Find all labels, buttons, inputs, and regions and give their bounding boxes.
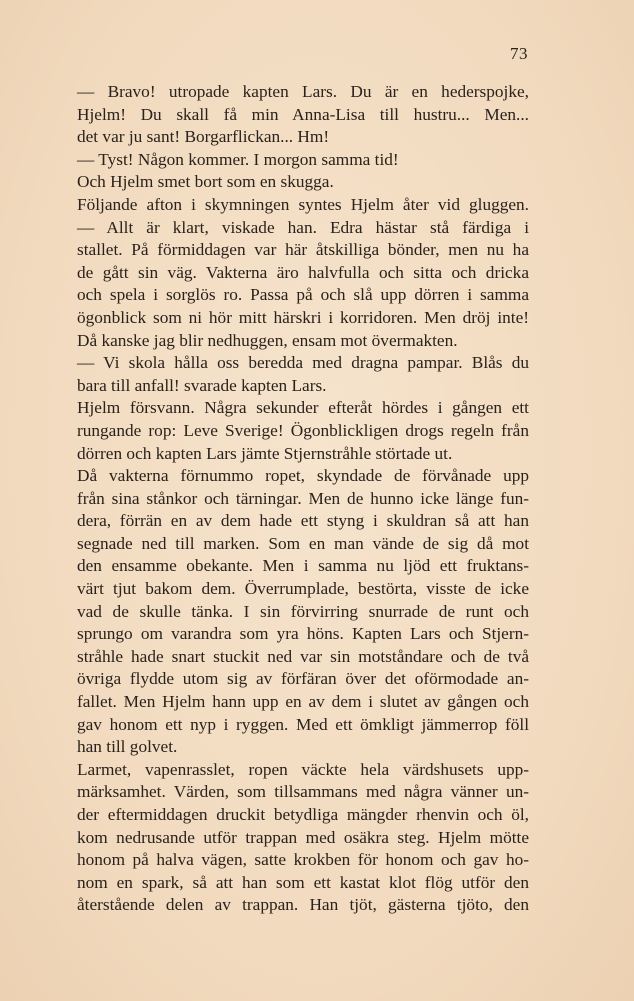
text-line: rungande rop: Leve Sverige! Ögonblickligen drogs regeln från (77, 420, 529, 440)
text-line: — Tyst! Någon kommer. I morgon samma tid! (77, 149, 399, 169)
text-line: bara till anfall! svarade kapten Lars. (77, 375, 327, 395)
text-line: nom en spark, så att han som ett kastat klot flög utför den (77, 872, 529, 892)
text-line: Larmet, vapenrasslet, ropen väckte hela värdshusets upp- (77, 759, 529, 779)
text-line: dörren och kapten Lars jämte Stjernstråhle störtade ut. (77, 443, 453, 463)
text-line: — Allt är klart, viskade han. Edra hästar stå färdiga i (77, 217, 529, 237)
text-line: och spela i sorglös ro. Passa på och slå upp dörren i samma (77, 285, 529, 305)
text-line: honom på halva vägen, satte krokben för honom och gav ho- (77, 850, 529, 870)
text-line: der eftermiddagen druckit betydliga mängder rhenvin och öl, (77, 805, 529, 824)
page-number: 73 (510, 44, 528, 63)
text-line: Då kanske jag blir nedhuggen, ensam mot övermakten. (77, 330, 458, 350)
text-line: han till golvet. (77, 737, 178, 757)
text-line: Då vakterna förnummo ropet, skyndade de förvånade upp (77, 466, 529, 486)
text-line: Följande afton i skymningen syntes Hjelm åter vid gluggen. (77, 194, 529, 214)
text-line: märksamhet. Värden, som tillsammans med några vänner un- (77, 782, 529, 802)
text-line: gav honom ett nyp i ryggen. Med ett ömkligt jämmerrop föll (77, 714, 529, 734)
text-line: värt tjut bakom dem. Överrumplade, bestörta, visste de icke (77, 579, 529, 599)
text-line: kom nedrusande utför trappan med osäkra steg. Hjelm mötte (77, 827, 529, 847)
text-line: — Bravo! utropade kapten Lars. Du är en hederspojke, (77, 82, 529, 101)
text-line: sprungo om varandra som yra höns. Kapten Lars och Stjern- (77, 624, 529, 644)
text-line: stallet. På förmiddagen var här åtskilliga bönder, men nu ha (77, 240, 529, 260)
text-line: — Vi skola hålla oss beredda med dragna pampar. Blås du (77, 353, 529, 373)
text-line: Hjelm försvann. Några sekunder efteråt hördes i gången ett (77, 398, 529, 418)
text-line: vad de skulle tänka. I sin förvirring snurrade de runt och (77, 601, 529, 621)
body-text (77, 81, 529, 917)
text-line: ögonblick som ni hör mitt härskri i korridoren. Men dröj inte! (77, 307, 529, 327)
text-line: Och Hjelm smet bort som en skugga. (77, 172, 334, 192)
text-line: övriga flydde utom sig av förfäran över det oförmodade an- (77, 669, 529, 689)
text-line: Hjelm! Du skall få min Anna-Lisa till hustru... Men... (77, 104, 529, 124)
text-line: det var ju sant! Borgarflickan... Hm! (77, 127, 330, 147)
text-line: fallet. Men Hjelm hann upp en av dem i slutet av gången och (77, 692, 529, 712)
text-line: återstående delen av trappan. Han tjöt, gästerna tjöto, den (77, 895, 529, 915)
text-line: från sina stånkor och tärningar. Men de hunno icke länge fun- (77, 488, 529, 508)
text-line: dera, förrän en av dem hade ett styng i skuldran så att han (77, 511, 529, 531)
text-line: segnade ned till marken. Som en man vände de sig då mot (77, 533, 529, 553)
text-line: de gått sin väg. Vakterna äro halvfulla och sitta och dricka (77, 262, 529, 282)
text-line: stråhle hade snart stuckit ned var sin motståndare och de två (77, 646, 529, 666)
text-line: den ensamme obekante. Men i samma nu ljöd ett fruktans- (77, 556, 529, 576)
